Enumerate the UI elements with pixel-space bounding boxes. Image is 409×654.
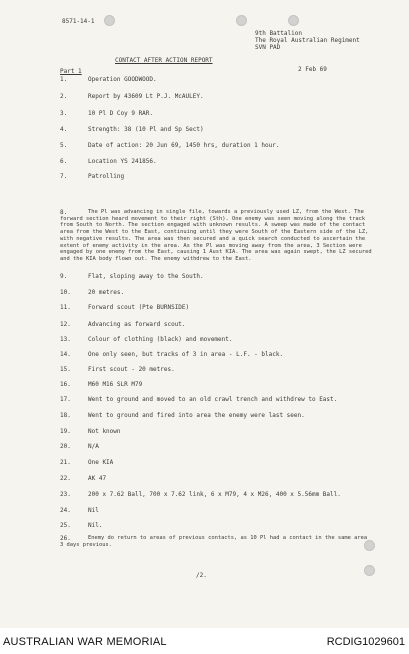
item-text: Forward scout (Pte BURNSIDE) [88, 304, 190, 311]
item-text: 200 x 7.62 Ball, 700 x 7.62 link, 6 x M79, 4 x M26, 400 x 5.56mm Ball. [88, 491, 341, 498]
item-text: Went to ground and moved to an old crawl trench and withdrew to East. [88, 396, 338, 403]
item-number: 16. [60, 381, 71, 388]
item-number: 19. [60, 428, 71, 435]
item-number: 18. [60, 412, 71, 419]
item-number: 2. [60, 93, 68, 100]
item-number: 10. [60, 289, 71, 296]
item-text: N/A [88, 443, 99, 450]
item-number: 17. [60, 396, 71, 403]
item-text: One KIA [88, 459, 114, 466]
page-continuation-marker: /2. [196, 572, 207, 579]
item-number: 3. [60, 110, 68, 117]
item-text: Strength: 38 (10 Pl and Sp Sect) [88, 126, 204, 133]
item-text: Report by 43609 Lt P.J. McAULEY. [88, 93, 204, 100]
item-number: 6. [60, 158, 68, 165]
item-number: 23. [60, 491, 71, 498]
item-text: Went to ground and fired into area the enemy were last seen. [88, 412, 305, 419]
unit-line-3: SVN PAD [255, 44, 281, 51]
item-number: 4. [60, 126, 68, 133]
item-number: 7. [60, 173, 68, 180]
item-text: Nil. [88, 522, 103, 529]
item-number: 25. [60, 522, 71, 529]
item-text: Nil [88, 507, 99, 514]
item-text: Location YS 241856. [88, 158, 157, 165]
paragraph-26-text: Enemy do return to areas of previous contacts, as 10 Pl had a contact in the same area 3 days previous. [60, 535, 368, 548]
item-text: Colour of clothing (black) and movement. [88, 336, 233, 343]
item-number: 9. [60, 273, 68, 280]
item-number: 12. [60, 321, 71, 328]
footer-id: RCDIG1029601 [326, 636, 405, 648]
punch-hole [364, 565, 375, 576]
paragraph-8-text: The Pl was advancing in single file, towards a previously used LZ, from the West. The forward section heard movement to their right (Sth). One enemy was seen moving along the track from South to North. The section engaged with unknown results. A sweep was made of the contact area from the West to the East, continuing until they were South of the Eastern side of the LZ, with negative results. The area was then secured and a quick search conducted to ascertain the extent of enemy activity in the area. As the Pl was moving away from the area, 3 Section were engaged by one enemy from the East, causing 1 Aust KIA. The area was again swept, the LZ secured and the KIA body flown out. The enemy withdrew to the East. [60, 209, 372, 262]
item-text: Patrolling [88, 173, 125, 180]
punch-hole [288, 15, 299, 26]
archive-footer [0, 628, 409, 654]
item-number: 1. [60, 76, 68, 83]
item-text: Date of action: 20 Jun 69, 1450 hrs, duration 1 hour. [88, 142, 280, 149]
reference-code: 8571-14-1 [62, 18, 95, 25]
item-text: One only seen, but tracks of 3 in area - L.F. - black. [88, 351, 284, 358]
item-number: 15. [60, 366, 71, 373]
item-text: 20 metres. [88, 289, 125, 296]
item-number: 22. [60, 475, 71, 482]
punch-hole [104, 15, 115, 26]
item-text: Advancing as forward scout. [88, 321, 186, 328]
item-text: Flat, sloping away to the South. [88, 273, 204, 280]
item-text: First scout - 20 metres. [88, 366, 175, 373]
document-page: 8571-14-1 9th Battalion The Royal Australian Regiment SVN PAD CONTACT AFTER ACTION REPORT 2 Feb 69 Part 1 1. Operation GOODWOOD. 2. Report by 43609 Lt P.J. McAULEY. 3. 10 Pl D Coy 9 RAR. 4. Strength: 38 (10 Pl and Sp Sect) 5. Date of action: 20 Jun 69, 1450 hrs, duration 1 hour. 6. Location YS 241856. 7. Patrolling 8. The Pl was advancing in single file, towards a previously used LZ, from the West. The forward section heard movement to their right (Sth). One enemy was seen moving along the track from South to North. The section engaged with unknown results. A sweep was made of the contact area from the West to the East, continuing until they were South of the Eastern side of the LZ, with negative results. The area was then secured and a quick search conducted to ascertain the extent of enemy activity in the area. As the Pl was moving away from the area, 3 Section were engaged by one enemy from the East, causing 1 Aust KIA. The area was again swept, the LZ secured and the KIA body flown out. The enemy withdrew to the East. 9. Flat, sloping away to the South. 10. 20 metres. 11. Forward scout (Pte BURNSIDE) 12. Advancing as forward scout. 13. Colour of clothing (black) and movement. 14. One only seen, but tracks of 3 in area - L.F. - black. 15. First scout - 20 metres. 16. M60 M16 SLR M79 17. Went to ground and moved to an old crawl trench and withdrew to East. 18. Went to ground and fired into area the enemy were last seen. 19. Not known 20. N/A 21. One KIA 22. AK 47 23. 200 x 7.62 Ball, 700 x 7.62 link, 6 x M79, 4 x M26, 400 x 5.56mm Ball. 24. Nil 25. Nil. 26. Enemy do return to areas of previous contacts, as 10 Pl had a contact in the same area 3 days previous. /2. [0, 0, 409, 628]
item-number: 13. [60, 336, 71, 343]
item-text: Not known [88, 428, 121, 435]
item-number: 14. [60, 351, 71, 358]
item-number: 11. [60, 304, 71, 311]
report-date: 2 Feb 69 [298, 66, 327, 73]
unit-line-2: The Royal Australian Regiment [255, 37, 360, 44]
item-text: Operation GOODWOOD. [88, 76, 157, 83]
item-number: 20. [60, 443, 71, 450]
footer-source: AUSTRALIAN WAR MEMORIAL [3, 636, 167, 648]
item-number: 24. [60, 507, 71, 514]
punch-hole [236, 15, 247, 26]
report-title: CONTACT AFTER ACTION REPORT [115, 57, 213, 64]
unit-line-1: 9th Battalion [255, 30, 302, 37]
item-text: M60 M16 SLR M79 [88, 381, 143, 388]
part-heading: Part 1 [60, 68, 82, 75]
item-text: AK 47 [88, 475, 107, 482]
item-text: 10 Pl D Coy 9 RAR. [88, 110, 154, 117]
item-number: 5. [60, 142, 68, 149]
item-number: 21. [60, 459, 71, 466]
